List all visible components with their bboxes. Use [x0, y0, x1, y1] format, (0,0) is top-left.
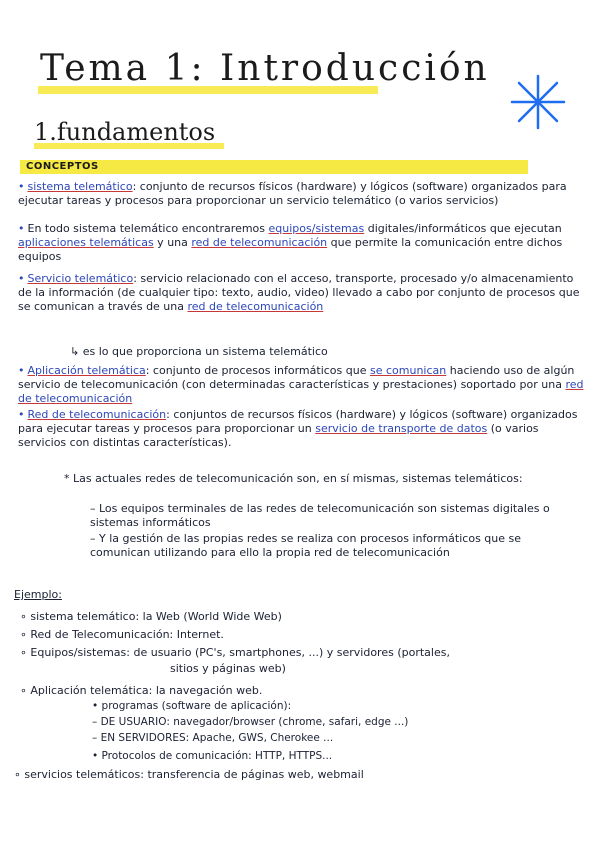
concept-equipos: • En todo sistema telemático encontraremos equipos/sistemas digitales/informáticos que ejecutan aplicaciones telemáticas y una red de telecomunicación que permite la comunicación entre dichos equipos	[18, 222, 563, 263]
example-item: ∘ servicios telemáticos: transferencia de páginas web, webmail	[14, 768, 364, 781]
concept-servicio-note: ↳ es lo que proporciona un sistema telemático	[70, 345, 328, 358]
note-dash-2: – Y la gestión de las propias redes se realiza con procesos informáticos que se comunican utilizando para ello la propia red de telecomunicación	[90, 532, 522, 559]
example-title: Ejemplo:	[14, 588, 62, 601]
example-item: sitios y páginas web)	[170, 662, 286, 675]
note-star: * Las actuales redes de telecomunicación son, en sí mismas, sistemas telemáticos:	[64, 472, 523, 485]
concept-servicio-telematico: • Servicio telemático: servicio relacionado con el acceso, transporte, procesado y/o almacenamiento de la información (de cualquier tipo: texto, audio, video) llevado a cabo por conjunto de procesos que se comunican a través de una red de telecomunicación	[18, 272, 580, 313]
note-dash-1: – Los equipos terminales de las redes de telecomunicación son sistemas digitales o sistemas informáticos	[90, 502, 550, 529]
example-sub-item: • programas (software de aplicación):	[92, 700, 292, 712]
example-item: ∘ Aplicación telemática: la navegación web.	[20, 684, 263, 697]
concept-red-telecomunicacion: • Red de telecomunicación: conjuntos de recursos físicos (hardware) y lógicos (software) organizados para ejecutar tareas y procesos para proporcionar un servicio de transporte de datos (o varios servicios con distintas características).	[18, 408, 578, 449]
example-item: ∘ Red de Telecomunicación: Internet.	[20, 628, 224, 641]
section-title: 1.fundamentos	[34, 118, 216, 146]
concepts-header: CONCEPTOS	[20, 160, 528, 174]
concept-sistema-telematico: • sistema telemático: conjunto de recursos físicos (hardware) y lógicos (software) organizados para ejecutar tareas y procesos para proporcionar un servicio telemático (o varios servicios)	[18, 180, 567, 207]
concept-aplicacion-telematica: • Aplicación telemática: conjunto de procesos informáticos que se comunican haciendo uso de algún servicio de telecomunicación (con determinadas características y prestaciones) soportado por una red de telecomunicación	[18, 364, 584, 405]
page-title: Tema 1: Introducción	[40, 48, 490, 89]
example-item: ∘ Equipos/sistemas: de usuario (PC's, smartphones, ...) y servidores (portales,	[20, 646, 450, 659]
example-sub-item: – EN SERVIDORES: Apache, GWS, Cherokee ...	[92, 732, 334, 744]
star-icon	[508, 72, 568, 132]
example-sub-item: • Protocolos de comunicación: HTTP, HTTPS...	[92, 750, 333, 762]
example-sub-item: – DE USUARIO: navegador/browser (chrome, safari, edge ...)	[92, 716, 409, 728]
example-item: ∘ sistema telemático: la Web (World Wide Web)	[20, 610, 282, 623]
